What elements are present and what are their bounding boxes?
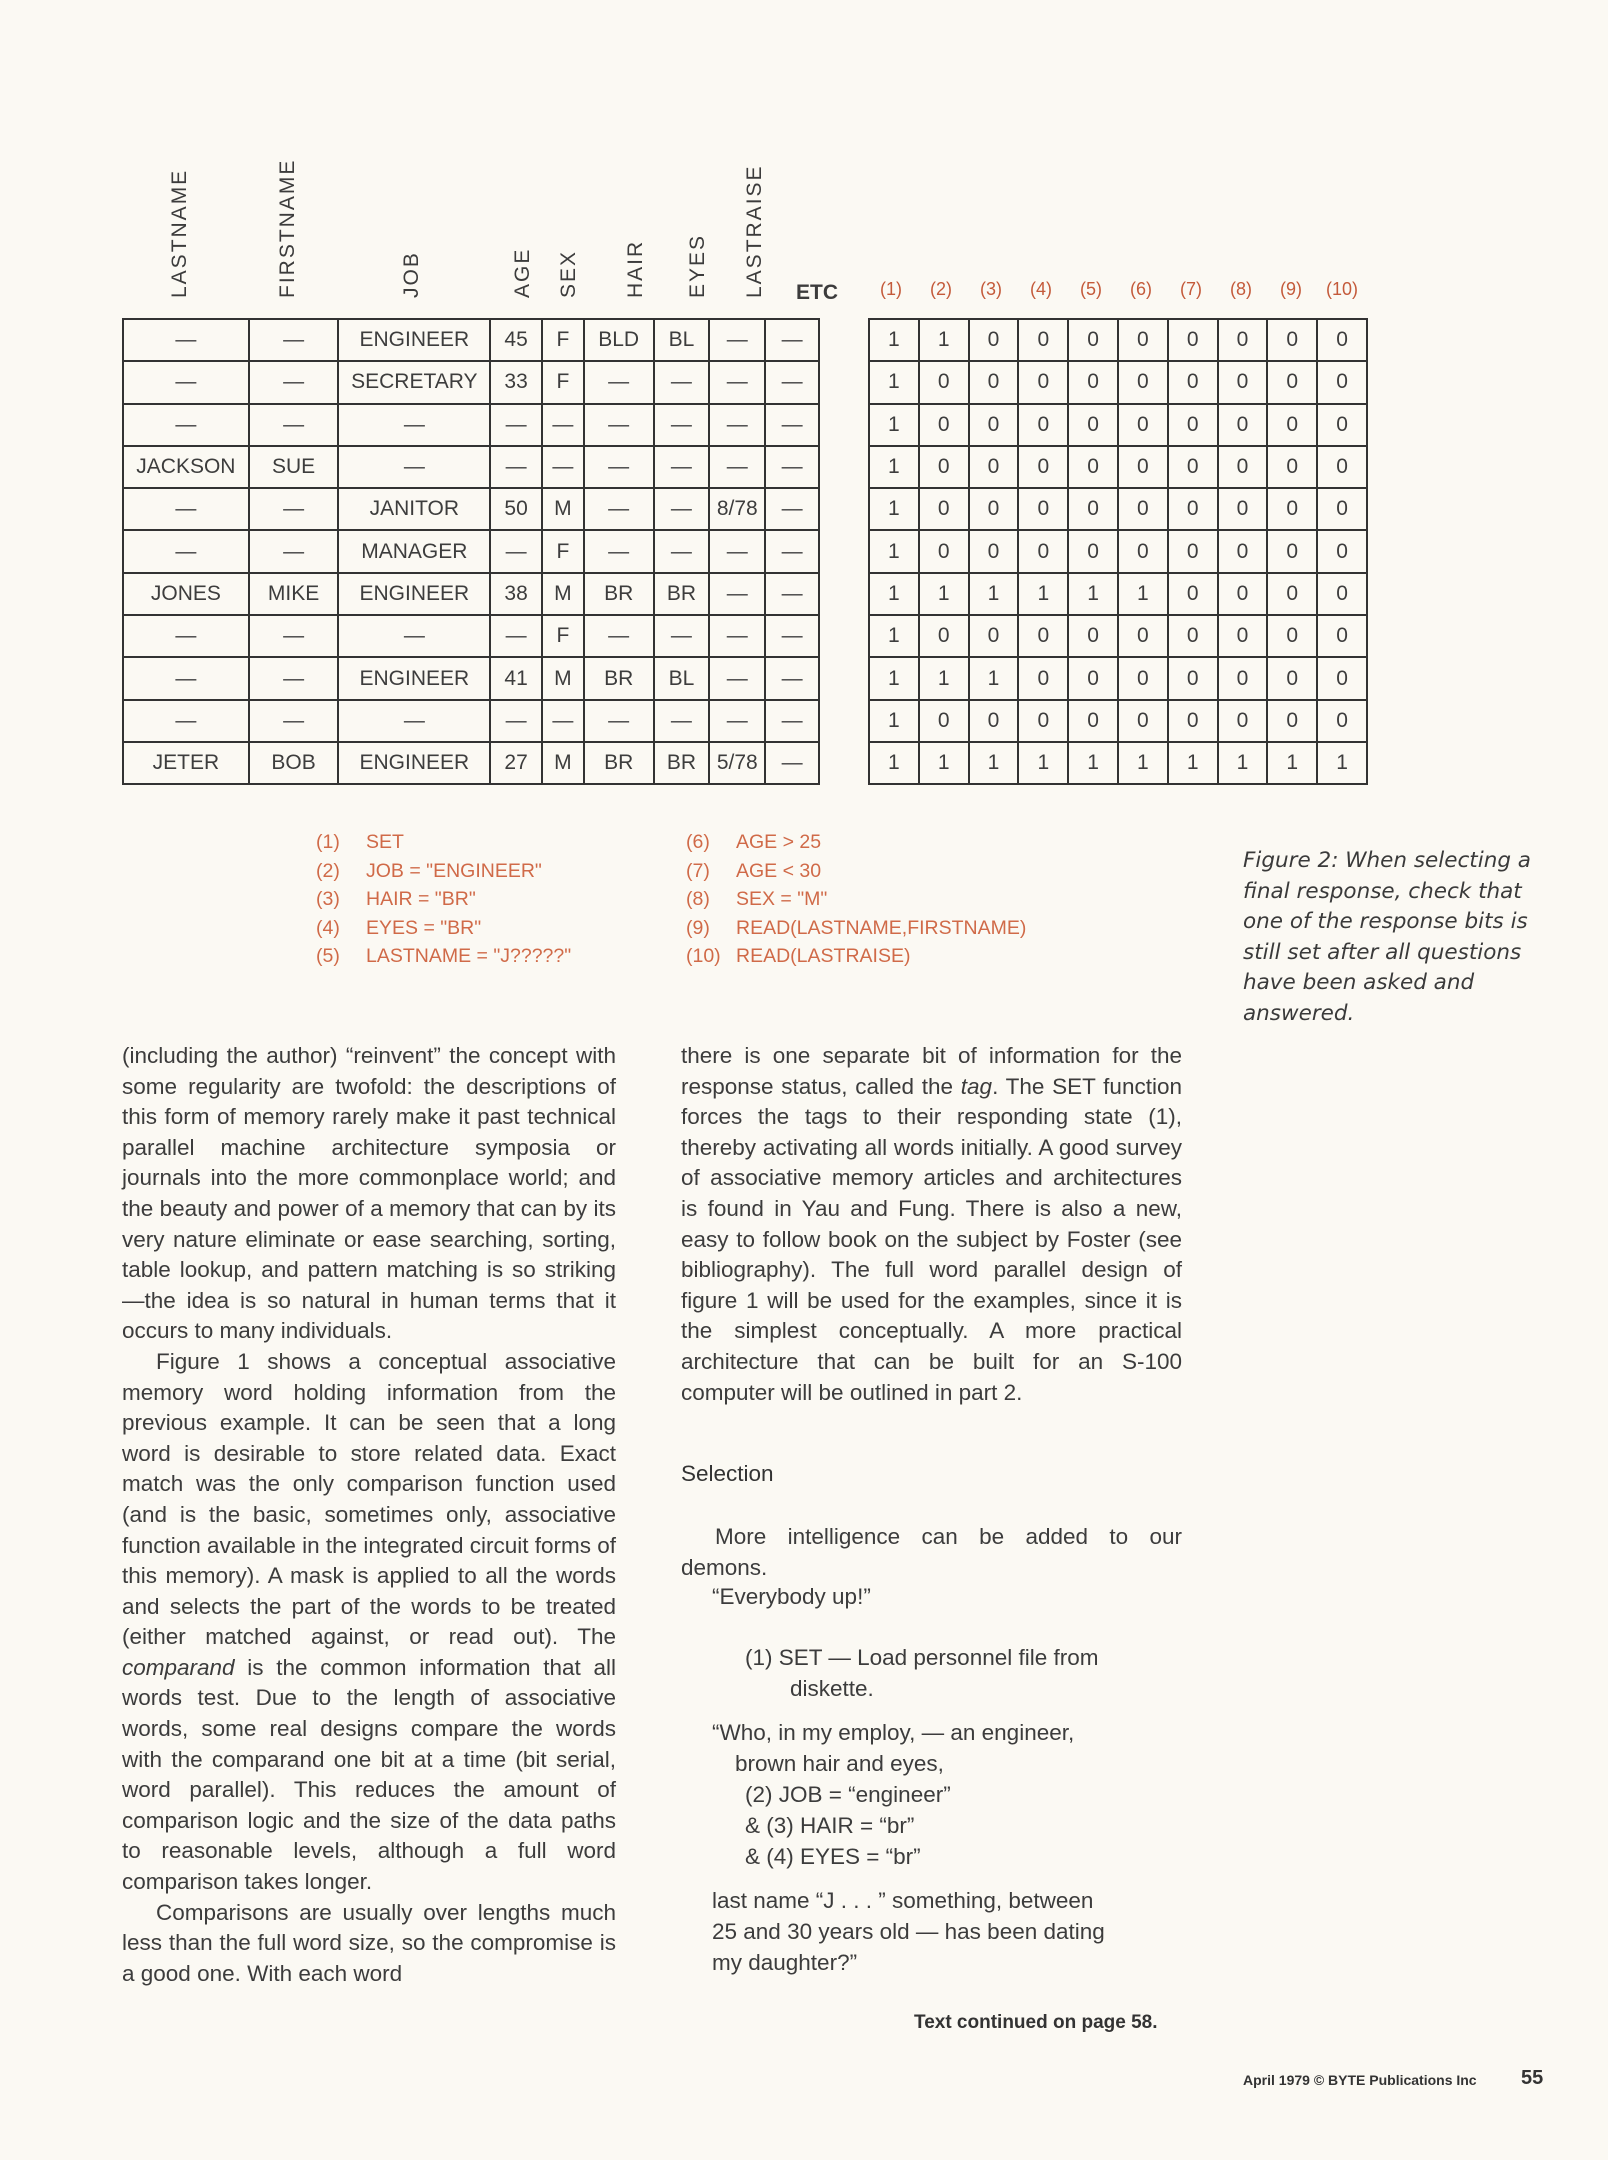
bit-cell: 0 (969, 488, 1019, 530)
bit-cell: 0 (1218, 361, 1268, 403)
table-cell: — (123, 530, 249, 572)
quote-line-1: “Everybody up!” (712, 1584, 871, 1609)
bit-cell: 0 (1317, 700, 1367, 742)
bit-cell: 0 (1317, 361, 1367, 403)
bit-number-label: (9) (1280, 279, 1302, 299)
table-cell: JONES (123, 573, 249, 615)
bit-cell: 1 (919, 657, 969, 699)
bit-cell: 1 (1317, 742, 1367, 784)
bit-number-label: (3) (980, 279, 1002, 299)
table-cell: F (542, 361, 584, 403)
bit-cell: 1 (1118, 742, 1168, 784)
table-cell: — (249, 657, 339, 699)
bit-cell: 0 (1168, 488, 1218, 530)
table-row (123, 742, 819, 784)
table-cell: 27 (490, 742, 542, 784)
bit-cell: 0 (969, 361, 1019, 403)
bit-cell: 0 (1068, 446, 1118, 488)
table-row (123, 530, 819, 572)
bit-cell: 0 (1317, 488, 1367, 530)
bit-cell: 0 (1267, 319, 1317, 361)
bit-cell: 0 (1267, 615, 1317, 657)
table-cell: — (123, 488, 249, 530)
legend-item: (9) READ(LASTNAME,FIRSTNAME) (686, 916, 1027, 939)
bit-cell: 0 (1218, 657, 1268, 699)
table-cell: — (765, 488, 819, 530)
bit-cell: 0 (1018, 361, 1068, 403)
table-cell: — (709, 319, 765, 361)
bit-cell: 1 (869, 700, 919, 742)
table-cell: — (709, 530, 765, 572)
table-cell: — (123, 700, 249, 742)
table-cell: — (765, 700, 819, 742)
bit-cell: 1 (969, 657, 1019, 699)
bit-number-label: (4) (1030, 279, 1052, 299)
table-cell: M (542, 742, 584, 784)
bit-cell: 1 (1018, 573, 1068, 615)
bit-cell: 1 (1018, 742, 1068, 784)
bit-cell: 1 (969, 573, 1019, 615)
bit-cell: 0 (919, 404, 969, 446)
table-cell: 41 (490, 657, 542, 699)
quote-line-11: my daughter?” (712, 1950, 858, 1975)
col-header-job: JOB (400, 251, 423, 298)
bit-cell: 0 (1168, 319, 1218, 361)
legend-right (686, 828, 1026, 971)
bit-cell: 0 (1218, 488, 1268, 530)
bit-row (869, 657, 1367, 699)
quote-line-10: 25 and 30 years old — has been dating (712, 1919, 1105, 1944)
table-cell: — (542, 404, 584, 446)
bit-cell: 0 (919, 700, 969, 742)
table-cell: SECRETARY (338, 361, 490, 403)
col-header-firstname: FIRSTNAME (276, 158, 299, 298)
table-cell: — (765, 615, 819, 657)
table-cell: BR (584, 573, 654, 615)
quote-line-6: (2) JOB = “engineer” (745, 1782, 951, 1807)
legend-item: (3) HAIR = "BR" (316, 888, 476, 911)
table-cell: — (584, 530, 654, 572)
left-column (122, 1041, 616, 1989)
right-column (681, 1041, 1182, 1408)
table-cell: — (123, 657, 249, 699)
col-header-eyes: EYES (686, 233, 709, 298)
bit-cell: 0 (1267, 530, 1317, 572)
response-bit-table (868, 318, 1368, 785)
table-cell: 45 (490, 319, 542, 361)
table-cell: — (709, 657, 765, 699)
table-cell: — (584, 615, 654, 657)
bit-cell: 1 (1218, 742, 1268, 784)
figure-caption: Figure 2: When selecting a final response, check that one of the response bits is still set after all questions have been asked and answered. (1243, 848, 1531, 1026)
table-row (123, 573, 819, 615)
bit-cell: 0 (1168, 700, 1218, 742)
bit-cell: 1 (869, 657, 919, 699)
bit-cell: 0 (1317, 446, 1367, 488)
personnel-table (122, 318, 820, 785)
bit-cell: 0 (1018, 488, 1068, 530)
table-cell: — (709, 404, 765, 446)
bit-cell: 1 (869, 615, 919, 657)
table-cell: — (584, 700, 654, 742)
table-cell: — (490, 530, 542, 572)
bit-cell: 1 (869, 361, 919, 403)
table-row (123, 700, 819, 742)
legend-item: (4) EYES = "BR" (316, 916, 482, 939)
table-cell: — (249, 530, 339, 572)
bit-cell: 0 (1317, 530, 1367, 572)
table-cell: — (542, 446, 584, 488)
table-cell: — (765, 573, 819, 615)
table-row (123, 361, 819, 403)
table-cell: BL (654, 657, 710, 699)
table-cell: BLD (584, 319, 654, 361)
legend-item: (6) AGE > 25 (686, 831, 822, 853)
bit-cell: 1 (869, 488, 919, 530)
bit-cell: 0 (1118, 615, 1168, 657)
table-cell: — (249, 361, 339, 403)
bit-number-label: (8) (1230, 279, 1252, 299)
bit-cell: 0 (1267, 361, 1317, 403)
table-cell: — (338, 700, 490, 742)
bit-cell: 0 (1118, 488, 1168, 530)
bit-cell: 0 (1218, 446, 1268, 488)
bit-cell: 0 (1317, 404, 1367, 446)
table-cell: — (765, 319, 819, 361)
bit-cell: 0 (1118, 700, 1168, 742)
bit-cell: 0 (1068, 530, 1118, 572)
right-paragraph-2: More intelligence can be added to our demons. (681, 1524, 1182, 1580)
bit-cell: 0 (1317, 615, 1367, 657)
bit-cell: 0 (1317, 319, 1367, 361)
bit-cell: 0 (919, 446, 969, 488)
table-cell: — (490, 446, 542, 488)
bit-cell: 0 (1018, 530, 1068, 572)
table-cell: — (709, 573, 765, 615)
section-heading-selection: Selection (681, 1461, 774, 1486)
bit-cell: 0 (1018, 404, 1068, 446)
bit-row (869, 742, 1367, 784)
table-cell: 38 (490, 573, 542, 615)
legend-item: (10) READ(LASTRAISE) (686, 945, 911, 968)
table-cell: — (765, 446, 819, 488)
bit-cell: 0 (1267, 657, 1317, 699)
bit-cell: 0 (969, 404, 1019, 446)
bit-cell: 1 (1267, 742, 1317, 784)
right-paragraph-1: there is one separate bit of information for the response status, called the tag. The SET function forces the tags to their responding state (1), thereby activating all words initially. A good survey of associative memory articles and architectures is found in Yau and Fung. There is also a new, easy to follow book on the subject by Foster (see bibliography). The full word parallel design of figure 1 will be used for the examples, since it is the simplest conceptually. A more practical architecture that can be built for an S-100 computer will be outlined in part 2. (681, 1043, 1182, 1405)
table-cell: — (584, 446, 654, 488)
bit-cell: 0 (1068, 615, 1118, 657)
table-cell: ENGINEER (338, 657, 490, 699)
table-cell: ENGINEER (338, 742, 490, 784)
table-cell: — (584, 361, 654, 403)
bit-cell: 0 (1218, 615, 1268, 657)
table-cell: — (542, 700, 584, 742)
table-cell: — (338, 446, 490, 488)
bit-cell: 0 (1168, 530, 1218, 572)
bit-cell: 1 (869, 404, 919, 446)
quote-line-7: & (3) HAIR = “br” (745, 1813, 915, 1838)
bit-cell: 0 (1168, 573, 1218, 615)
quote-line-3: diskette. (790, 1676, 874, 1701)
table-cell: MANAGER (338, 530, 490, 572)
table-row (123, 488, 819, 530)
bit-cell: 1 (1068, 742, 1118, 784)
table-cell: — (654, 530, 710, 572)
bit-cell: 0 (1168, 446, 1218, 488)
table-cell: ENGINEER (338, 319, 490, 361)
table-row (123, 615, 819, 657)
bit-row (869, 404, 1367, 446)
table-row (123, 657, 819, 699)
table-cell: — (765, 361, 819, 403)
bit-cell: 0 (1218, 319, 1268, 361)
bit-cell: 1 (1168, 742, 1218, 784)
table-cell: M (542, 488, 584, 530)
table-cell: — (654, 615, 710, 657)
table-cell: 8/78 (709, 488, 765, 530)
bit-cell: 1 (869, 742, 919, 784)
bit-cell: 0 (1267, 488, 1317, 530)
legend-item: (8) SEX = "M" (686, 888, 828, 911)
footer-credit: April 1979 © BYTE Publications Inc (1243, 2072, 1477, 2088)
bit-cell: 0 (1068, 700, 1118, 742)
bit-cell: 0 (969, 615, 1019, 657)
bit-cell: 0 (1068, 657, 1118, 699)
bit-cell: 0 (1118, 404, 1168, 446)
bit-cell: 0 (1218, 530, 1268, 572)
bit-cell: 1 (869, 530, 919, 572)
legend-left (316, 828, 571, 971)
table-cell: — (490, 700, 542, 742)
bit-row (869, 488, 1367, 530)
legend-item: (1) SET (316, 831, 404, 853)
table-cell: JANITOR (338, 488, 490, 530)
bit-cell: 1 (869, 573, 919, 615)
table-cell: — (654, 700, 710, 742)
bit-cell: 1 (919, 573, 969, 615)
table-cell: ENGINEER (338, 573, 490, 615)
bit-cell: 0 (1018, 657, 1068, 699)
bit-cell: 0 (1218, 573, 1268, 615)
left-paragraph-1: (including the author) “reinvent” the concept with some regularity are twofold: the descriptions of this form of memory rarely make it past technical parallel machine architecture symposia or journals into the more commonplace world; and the beauty and power of a memory that can by its very nature eliminate or ease searching, sorting, table lookup, and pattern matching is so striking—the idea is so natural in human terms that it occurs to many individuals. (122, 1043, 616, 1344)
bit-cell: 0 (1068, 404, 1118, 446)
table-cell: 50 (490, 488, 542, 530)
table-cell: — (654, 488, 710, 530)
table-cell: — (249, 404, 339, 446)
bit-cell: 0 (1168, 361, 1218, 403)
bit-cell: 0 (1018, 319, 1068, 361)
table-cell: 33 (490, 361, 542, 403)
table-cell: — (123, 404, 249, 446)
table-cell: M (542, 657, 584, 699)
bit-cell: 0 (1068, 361, 1118, 403)
bit-cell: 0 (1267, 700, 1317, 742)
table-row (123, 319, 819, 361)
bit-cell: 0 (969, 446, 1019, 488)
table-cell: F (542, 615, 584, 657)
table-cell: — (765, 657, 819, 699)
bit-number-label: (7) (1180, 279, 1202, 299)
bit-cell: 0 (1118, 530, 1168, 572)
table-cell: — (123, 615, 249, 657)
bit-cell: 0 (1018, 700, 1068, 742)
quote-line-8: & (4) EYES = “br” (745, 1844, 921, 1869)
table-cell: — (709, 700, 765, 742)
bit-cell: 0 (1168, 404, 1218, 446)
col-header-sex: SEX (557, 249, 580, 298)
bit-cell: 0 (919, 615, 969, 657)
table-cell: M (542, 573, 584, 615)
bit-row (869, 615, 1367, 657)
bit-cell: 0 (1267, 404, 1317, 446)
legend-item: (2) JOB = "ENGINEER" (316, 859, 542, 882)
table-cell: 5/78 (709, 742, 765, 784)
col-header-etc: ETC (796, 281, 838, 304)
bit-cell: 1 (1068, 573, 1118, 615)
table-cell: — (249, 319, 339, 361)
left-paragraph-2: Figure 1 shows a conceptual associative memory word holding information from the previous example. It can be seen that a long word is desirable to store related data. Exact match was the only comparison function used (and is the basic, sometimes only, associative function available in the integrated circuit forms of this memory). A mask is applied to all the words and selects the part of the words to be treated (either matched against, or read out). The comparand is the common information that all words test. Due to the length of associative words, some real designs compare the words with the comparand one bit at a time (bit serial, word parallel). This reduces the amount of comparison logic and the size of the data paths to reasonable levels, although a full word comparison takes longer. (122, 1348, 617, 1895)
bit-cell: 0 (1218, 404, 1268, 446)
col-header-lastraise: LASTRAISE (743, 164, 766, 298)
quote-line-5: brown hair and eyes, (735, 1751, 944, 1776)
table-cell: — (249, 488, 339, 530)
bit-cell: 0 (1118, 361, 1168, 403)
bit-number-label: (10) (1326, 279, 1359, 299)
bit-cell: 1 (869, 319, 919, 361)
table-cell: — (584, 404, 654, 446)
table-cell: JETER (123, 742, 249, 784)
bit-number-label: (2) (930, 279, 952, 299)
bit-number-label: (1) (880, 279, 902, 299)
bit-cell: 1 (1118, 573, 1168, 615)
bit-cell: 0 (919, 488, 969, 530)
bit-row (869, 573, 1367, 615)
table-cell: MIKE (249, 573, 339, 615)
table-cell: F (542, 319, 584, 361)
table-cell: — (654, 404, 710, 446)
bit-cell: 0 (1018, 446, 1068, 488)
bit-cell: 0 (1068, 319, 1118, 361)
bit-cell: 0 (1267, 446, 1317, 488)
bit-cell: 0 (1168, 657, 1218, 699)
bit-cell: 1 (919, 319, 969, 361)
bit-cell: 0 (969, 530, 1019, 572)
bit-cell: 0 (1068, 488, 1118, 530)
bit-cell: 0 (1317, 573, 1367, 615)
bit-number-label: (6) (1130, 279, 1152, 299)
bit-cell: 0 (919, 530, 969, 572)
bit-cell: 1 (919, 742, 969, 784)
table-cell: — (765, 530, 819, 572)
quote-line-9: last name “J . . . ” something, between (712, 1888, 1094, 1913)
table-cell: — (338, 404, 490, 446)
bit-cell: 0 (1118, 319, 1168, 361)
table-cell: BL (654, 319, 710, 361)
bit-cell: 0 (1317, 657, 1367, 699)
left-paragraph-3: Comparisons are usually over lengths much less than the full word size, so the compromise is a good one. With each word (122, 1899, 616, 1986)
table-cell: — (123, 361, 249, 403)
bit-cell: 0 (1218, 700, 1268, 742)
legend-item: (7) AGE < 30 (686, 859, 822, 882)
table-cell: BR (654, 742, 710, 784)
table-cell: — (709, 615, 765, 657)
bit-cell: 0 (1018, 615, 1068, 657)
bit-row (869, 319, 1367, 361)
quote-line-4: “Who, in my employ, — an engineer, (712, 1720, 1075, 1745)
bit-cell: 0 (969, 700, 1019, 742)
table-cell: SUE (249, 446, 339, 488)
bit-cell: 0 (1118, 657, 1168, 699)
bit-cell: 0 (919, 361, 969, 403)
table-cell: F (542, 530, 584, 572)
bit-number-label: (5) (1080, 279, 1102, 299)
table-cell: — (709, 446, 765, 488)
table-cell: — (709, 361, 765, 403)
table-cell: — (654, 361, 710, 403)
bit-cell: 0 (1168, 615, 1218, 657)
table-cell: JACKSON (123, 446, 249, 488)
table-cell: — (249, 615, 339, 657)
col-header-lastname: LASTNAME (168, 168, 191, 298)
table-row (123, 446, 819, 488)
table-cell: — (123, 319, 249, 361)
bit-cell: 1 (869, 446, 919, 488)
table-cell: — (490, 615, 542, 657)
col-header-hair: HAIR (624, 239, 647, 298)
continued-note: Text continued on page 58. (914, 2012, 1158, 2033)
table-cell: — (654, 446, 710, 488)
table-cell: — (765, 404, 819, 446)
table-cell: — (490, 404, 542, 446)
bit-row (869, 446, 1367, 488)
bit-row (869, 530, 1367, 572)
table-cell: BR (654, 573, 710, 615)
table-cell: BR (584, 657, 654, 699)
bit-cell: 0 (1118, 446, 1168, 488)
table-cell: — (249, 700, 339, 742)
table-cell: — (338, 615, 490, 657)
bit-cell: 0 (969, 319, 1019, 361)
table-cell: BR (584, 742, 654, 784)
legend-item: (5) LASTNAME = "J?????" (316, 945, 572, 968)
table-cell: BOB (249, 742, 339, 784)
col-header-age: AGE (511, 247, 534, 298)
quote-line-2: (1) SET — Load personnel file from (745, 1645, 1099, 1670)
bit-row (869, 361, 1367, 403)
table-cell: — (765, 742, 819, 784)
bit-cell: 0 (1267, 573, 1317, 615)
page-number: 55 (1521, 2067, 1544, 2089)
bit-cell: 1 (969, 742, 1019, 784)
table-cell: — (584, 488, 654, 530)
bit-row (869, 700, 1367, 742)
table-row (123, 404, 819, 446)
